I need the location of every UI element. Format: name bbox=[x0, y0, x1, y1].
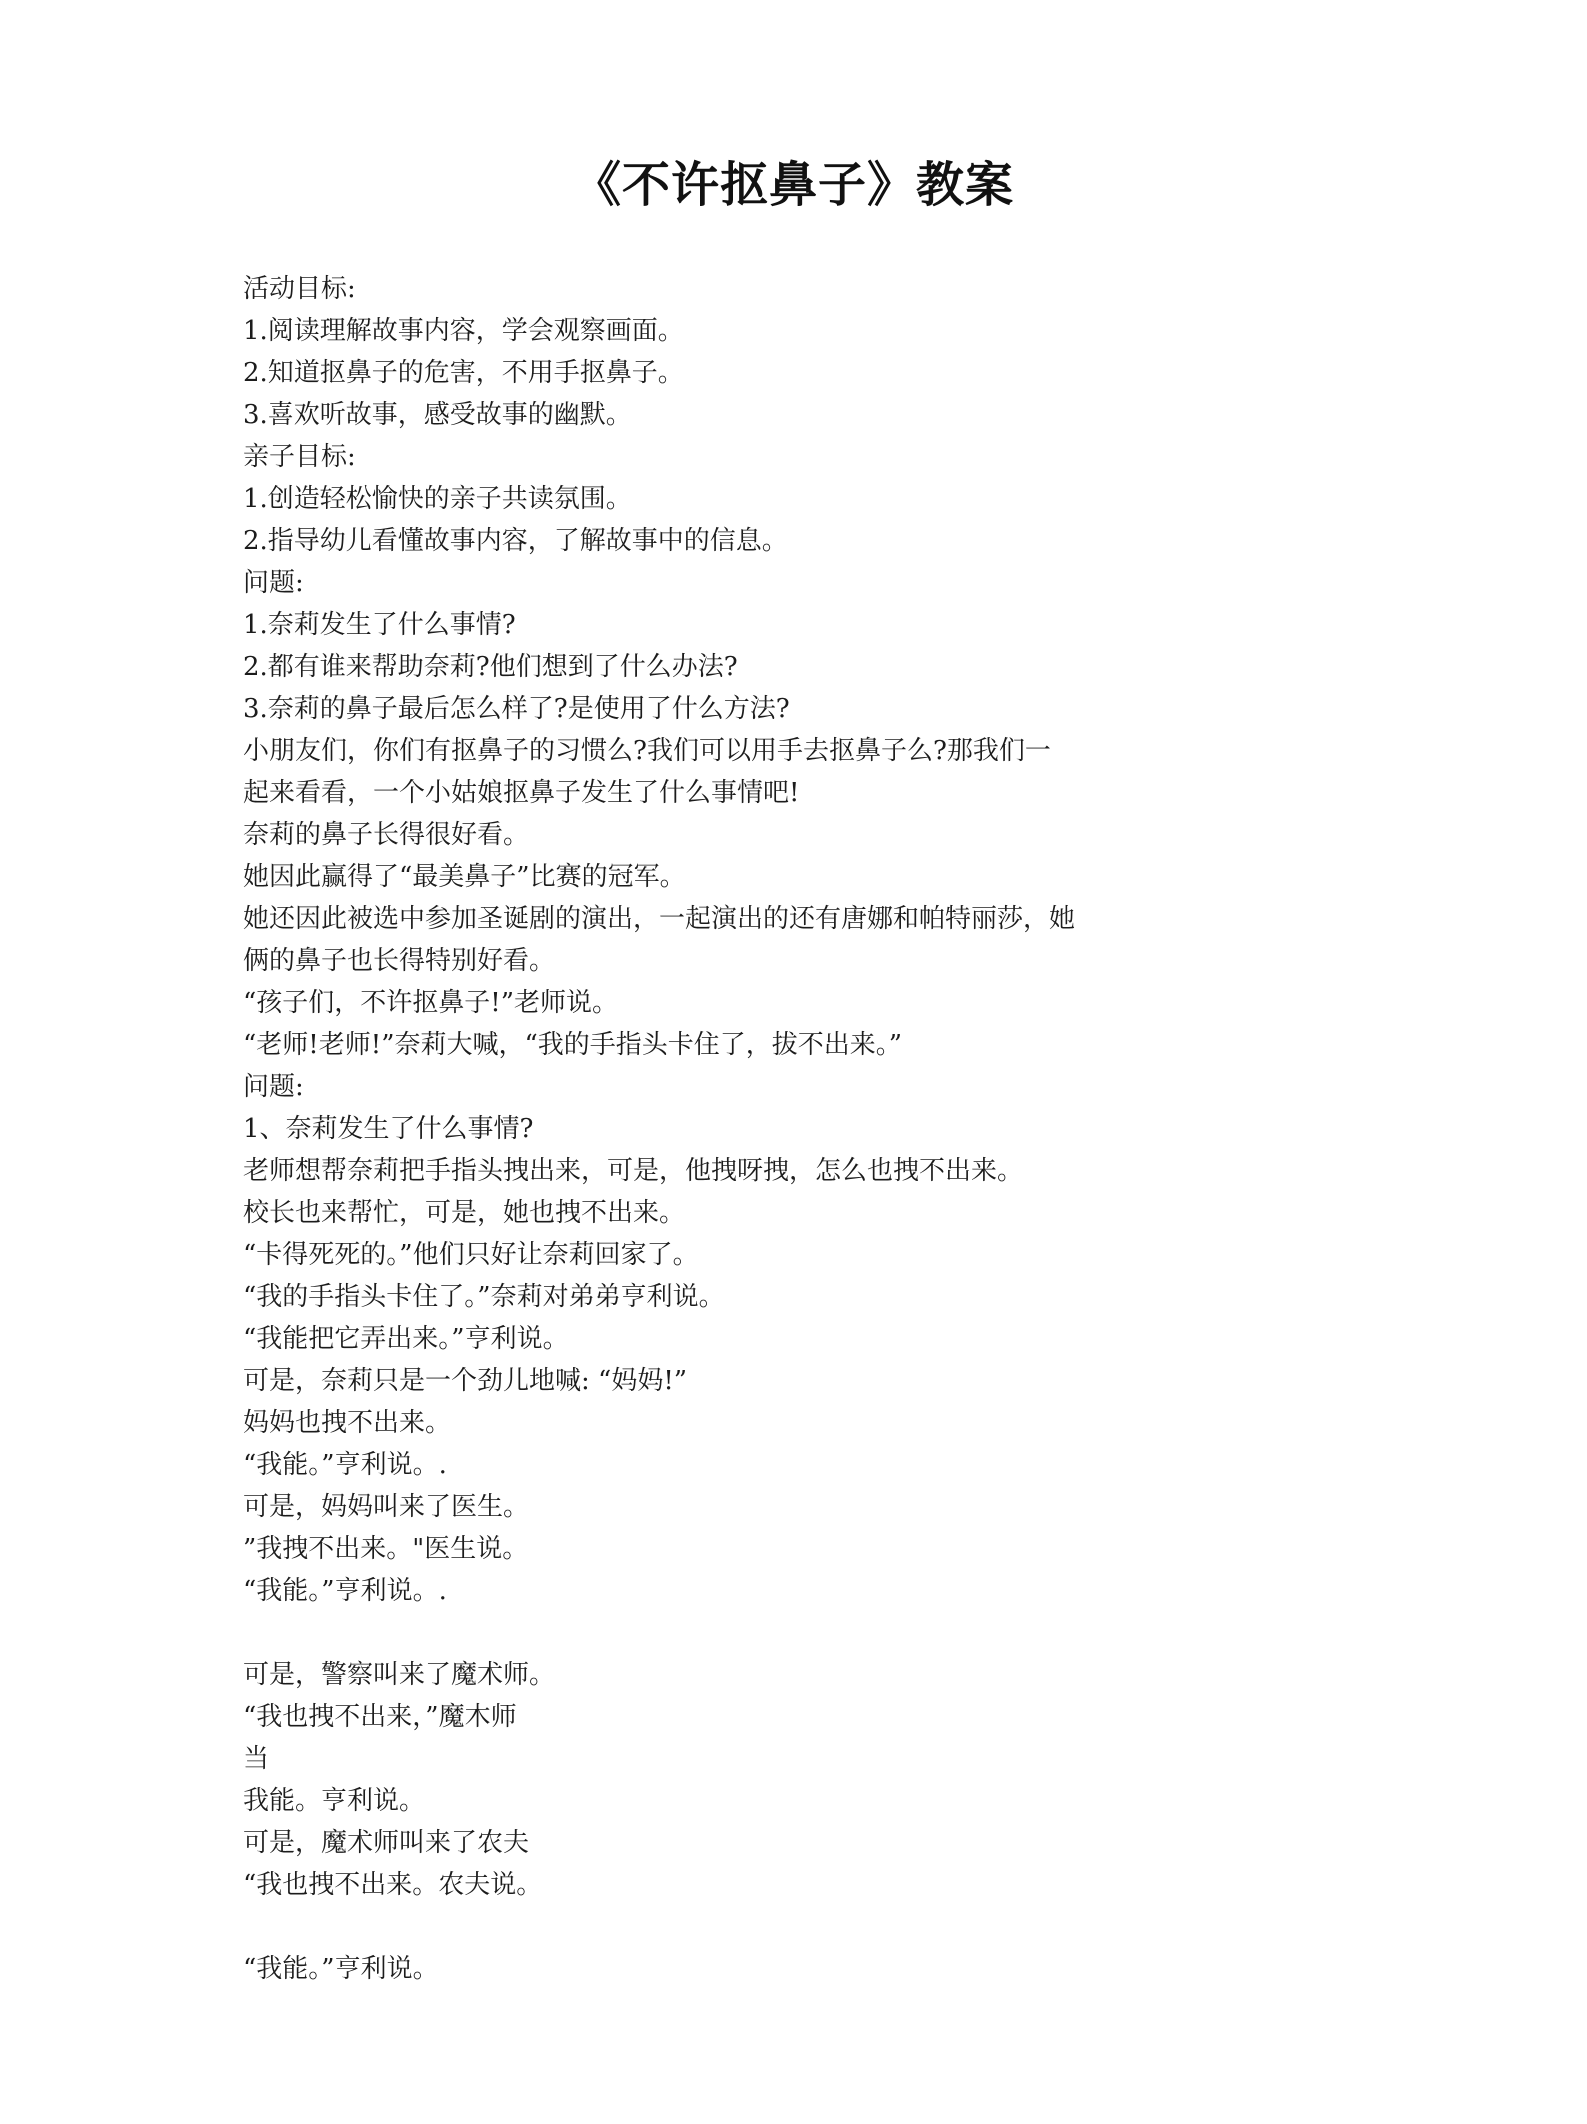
text-line: 奈莉的鼻子长得很好看。 bbox=[243, 820, 530, 850]
text-line: 2.知道抠鼻子的危害，不用手抠鼻子。 bbox=[243, 358, 684, 388]
text-line: 1.阅读理解故事内容，学会观察画面。 bbox=[243, 316, 684, 346]
text-line: “我的手指头卡住了。”奈莉对弟弟亨利说。 bbox=[243, 1282, 725, 1312]
text-line: 妈妈也拽不出来。 bbox=[243, 1408, 452, 1438]
text-line: 俩的鼻子也长得特别好看。 bbox=[243, 946, 556, 976]
text-line: 问题: bbox=[243, 1072, 304, 1102]
text-line: 小朋友们，你们有抠鼻子的习惯么?我们可以用手去抠鼻子么?那我们一 bbox=[243, 736, 1051, 766]
text-line: 活动目标: bbox=[243, 274, 356, 304]
text-line: 可是，魔术师叫来了农夫 bbox=[243, 1828, 530, 1858]
text-line: “老师!老师!”奈莉大喊，“我的手指头卡住了，拔不出来。” bbox=[243, 1030, 903, 1060]
text-line: “我也拽不出来，”魔木师 bbox=[243, 1702, 517, 1732]
text-line: 3.奈莉的鼻子最后怎么样了?是使用了什么方法? bbox=[243, 694, 790, 724]
text-line: 2.都有谁来帮助奈莉?他们想到了什么办法? bbox=[243, 652, 738, 682]
text-line: 1.奈莉发生了什么事情? bbox=[243, 610, 516, 640]
text-line: 1、奈莉发生了什么事情? bbox=[243, 1114, 534, 1144]
text-line: 可是，妈妈叫来了医生。 bbox=[243, 1492, 530, 1522]
text-line: 3.喜欢听故事，感受故事的幽默。 bbox=[243, 400, 632, 430]
document-title: 《不许抠鼻子》教案 bbox=[572, 157, 1014, 213]
document-body bbox=[243, 268, 1343, 1990]
text-line: 可是，奈莉只是一个劲儿地喊: “妈妈!” bbox=[243, 1366, 688, 1396]
text-line: “我也拽不出来。农夫说。 bbox=[243, 1870, 543, 1900]
text-line: 校长也来帮忙，可是，她也拽不出来。 bbox=[243, 1198, 686, 1228]
text-line: 我能。亨利说。 bbox=[243, 1786, 426, 1816]
text-line: 亲子目标: bbox=[243, 442, 356, 472]
text-line: “卡得死死的。”他们只好让奈莉回家了。 bbox=[243, 1240, 699, 1270]
text-line: “孩子们，不许抠鼻子!”老师说。 bbox=[243, 988, 619, 1018]
text-line: 当 bbox=[243, 1744, 270, 1774]
text-line: ”我拽不出来。"医生说。 bbox=[243, 1534, 529, 1564]
text-line: “我能。”亨利说。. bbox=[243, 1450, 447, 1480]
text-line: 2.指导幼儿看懂故事内容，了解故事中的信息。 bbox=[243, 526, 788, 556]
text-line: 1.创造轻松愉快的亲子共读氛围。 bbox=[243, 484, 632, 514]
text-line: “我能。”亨利说。. bbox=[243, 1576, 447, 1606]
text-line: 她因此赢得了“最美鼻子”比赛的冠军。 bbox=[243, 862, 686, 892]
text-line: 她还因此被选中参加圣诞剧的演出，一起演出的还有唐娜和帕特丽莎，她 bbox=[243, 904, 1076, 934]
text-line: 可是，警察叫来了魔术师。 bbox=[243, 1660, 556, 1690]
text-line: “我能把它弄出来。”亨利说。 bbox=[243, 1324, 569, 1354]
text-line: “我能。”亨利说。 bbox=[243, 1954, 439, 1984]
blank-line bbox=[243, 1906, 1343, 1948]
text-line: 起来看看，一个小姑娘抠鼻子发生了什么事情吧! bbox=[243, 778, 800, 808]
blank-line bbox=[243, 1612, 1343, 1654]
text-line: 老师想帮奈莉把手指头拽出来，可是，他拽呀拽，怎么也拽不出来。 bbox=[243, 1156, 1024, 1186]
text-line: 问题: bbox=[243, 568, 304, 598]
